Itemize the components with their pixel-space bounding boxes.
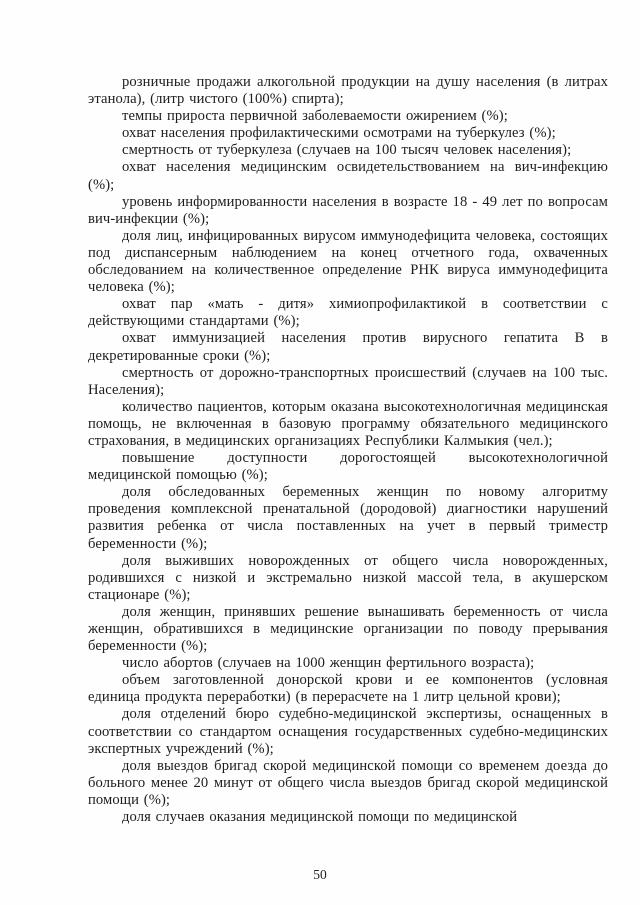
paragraph: смертность от дорожно-транспортных происшествий (случаев на 100 тыс. Населения); (88, 364, 608, 398)
page-number: 50 (313, 867, 327, 882)
paragraph: доля лиц, инфицированных вирусом иммунодефицита человека, состоящих под диспансерным наблюдением на конец отчетного года, охваченных обследованием на количественное определение РНК вируса иммунодефицита человека (%); (88, 227, 608, 296)
paragraph: доля случаев оказания медицинской помощи по медицинской (122, 809, 518, 826)
paragraph: охват населения медицинским освидетельствованием на вич-инфекцию (%); (88, 159, 608, 193)
paragraph: смертность от туберкулеза (случаев на 100 тысяч человек населения); (122, 142, 572, 159)
paragraph: доля женщин, принявших решение вынашивать беременность от числа женщин, обратившихся в медицинские организации по поводу прерывания беременности (%); (88, 603, 608, 655)
paragraph: доля отделений бюро судебно-медицинской экспертизы, оснащенных в соответствии со стандартом оснащения государственных судебно-медицинских экспертных учреждений (%); (88, 706, 608, 757)
paragraph: доля обследованных беременных женщин по новому алгоритму проведения комплексной пренатальной (дородовой) диагностики нарушений развития ребенка от числа поставленных на учет в первый триместр беременности (%); (88, 484, 608, 552)
paragraph: доля выездов бригад скорой медицинской помощи со временем доезда до больного менее 20 минут от общего числа выездов бригад скорой медицинской помощи (%); (88, 757, 608, 808)
paragraph: розничные продажи алкогольной продукции на душу населения (в литрах этанола), (литр чистого (100%) спирта); (88, 74, 608, 108)
paragraph: охват населения профилактическими осмотрами на туберкулез (%); (122, 125, 556, 142)
paragraph: темпы прироста первичной заболеваемости ожирением (%); (122, 108, 508, 125)
paragraph: уровень информированности населения в возрасте 18 - 49 лет по вопросам вич-инфекции (%); (88, 193, 608, 227)
paragraph-list (88, 74, 608, 826)
paragraph: количество пациентов, которым оказана высокотехнологичная медицинская помощь, не включенная в базовую программу обязательного медицинского страхования, в медицинских организациях Республики Калмыкия (чел.); (88, 398, 608, 449)
paragraph: охват пар «мать - дитя» химиопрофилактикой в соответствии с действующими стандартами (%); (88, 296, 608, 330)
paragraph: повышение доступности дорогостоящей высокотехнологичной медицинской помощью (%); (88, 450, 608, 484)
paragraph: охват иммунизацией населения против вирусного гепатита В в декретированные сроки (%); (88, 330, 608, 364)
paragraph: число абортов (случаев на 1000 женщин фертильного возраста); (122, 655, 535, 672)
paragraph: доля выживших новорожденных от общего числа новорожденных, родившихся с низкой и экстремально низкой массой тела, в акушерском стационаре (%); (88, 552, 608, 603)
paragraph: объем заготовленной донорской крови и ее компонентов (условная единица продукта переработки) (в перерасчете на 1 литр цельной крови); (88, 672, 608, 706)
